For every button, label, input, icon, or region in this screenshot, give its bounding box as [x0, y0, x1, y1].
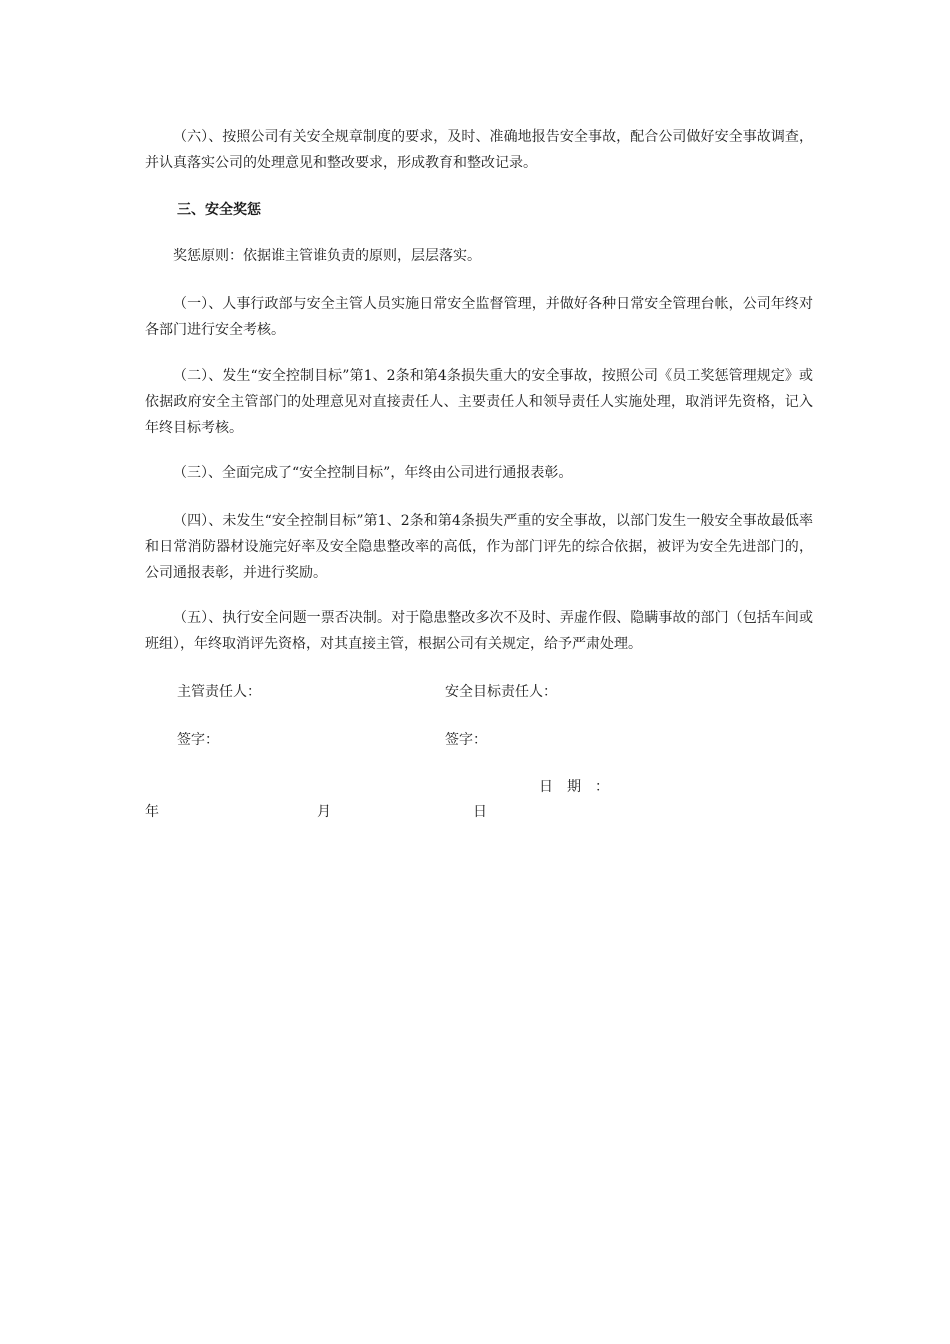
section-heading-rewards-penalties: 三、安全奖惩 [177, 202, 261, 218]
paragraph-item-6: （六）、按照公司有关安全规章制度的要求，及时、准确地报告安全事故，配合公司做好安全事故调查，并认真落实公司的处理意见和整改要求，形成教育和整改记录。 [145, 129, 813, 171]
paragraph-item-1: （一）、人事行政部与安全主管人员实施日常安全监督管理，并做好各种日常安全管理台帐，公司年终对各部门进行安全考核。 [145, 296, 813, 338]
date-year-label: 年 [145, 804, 159, 820]
date-day-label: 日 [473, 804, 487, 820]
date-month-label: 月 [317, 804, 331, 820]
paragraph-item-3: （三）、全面完成了“安全控制目标”，年终由公司进行通报表彰。 [173, 465, 573, 481]
paragraph-item-5: （五）、执行安全问题一票否决制。对于隐患整改多次不及时、弄虚作假、隐瞒事故的部门（包括车间或班组），年终取消评先资格，对其直接主管，根据公司有关规定，给予严肃处理。 [145, 610, 813, 652]
supervisor-signature-label: 签字： [177, 732, 219, 748]
safety-target-signature-label: 签字： [445, 732, 487, 748]
paragraph-principle: 奖惩原则：依据谁主管谁负责的原则，层层落实。 [173, 248, 481, 264]
safety-target-responsible-label: 安全目标责任人： [445, 684, 557, 700]
supervisor-responsible-label: 主管责任人： [177, 684, 261, 700]
paragraph-item-2: （二）、发生“安全控制目标”第1、2条和第4条损失重大的安全事故，按照公司《员工奖惩管理规定》或依据政府安全主管部门的处理意见对直接责任人、主要责任人和领导责任人实施处理，取消评先资格，记入年终目标考核。 [145, 368, 813, 436]
date-label: 日 期 ： [539, 779, 609, 795]
paragraph-item-4: （四）、未发生“安全控制目标”第1、2条和第4条损失严重的安全事故，以部门发生一般安全事故最低率和日常消防器材设施完好率及安全隐患整改率的高低，作为部门评先的综合依据，被评为安全先进部门的，公司通报表彰，并进行奖励。 [145, 513, 813, 581]
